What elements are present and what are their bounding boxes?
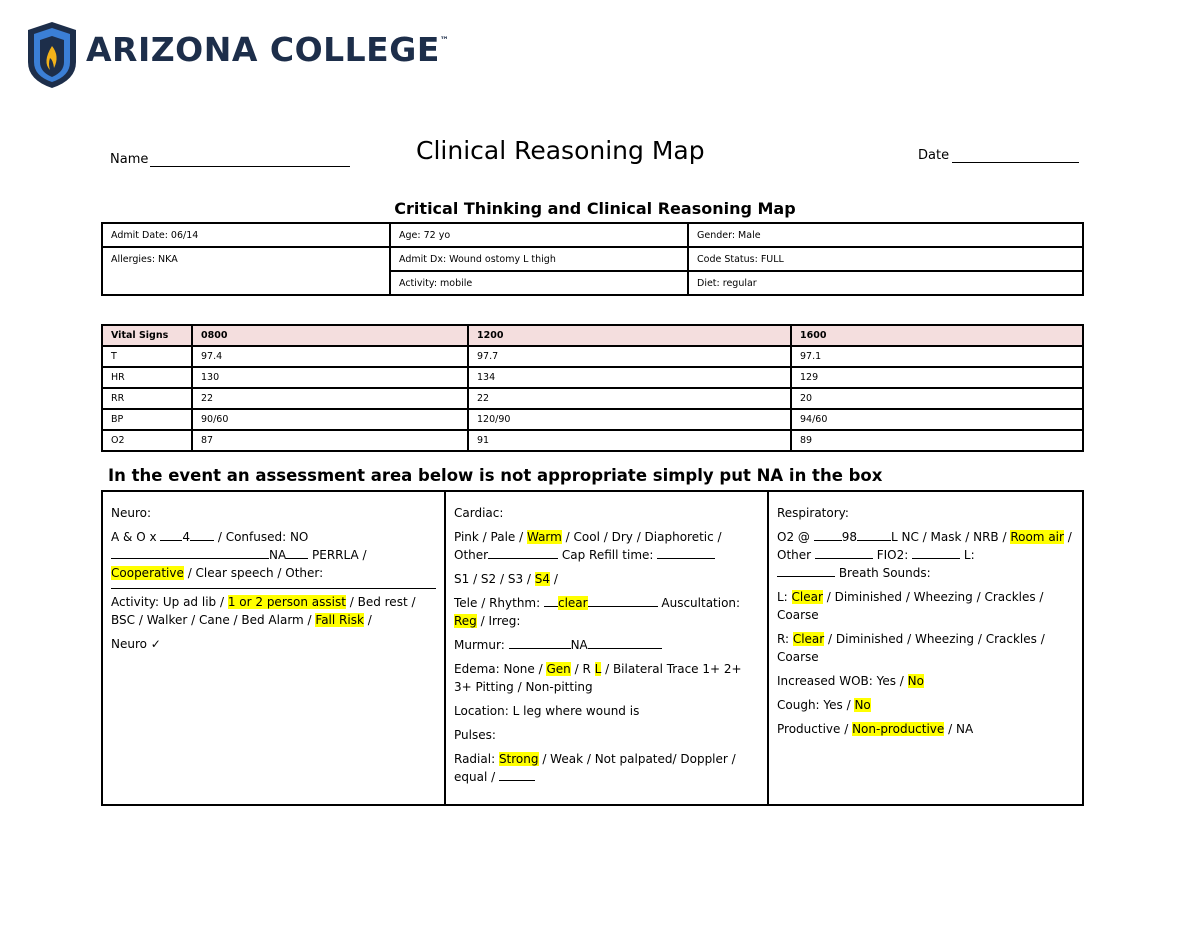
vital-value: 94/60 (791, 409, 1083, 430)
vitals-header-cell: 1600 (791, 325, 1083, 346)
respiratory-o2: O2 @ 98 L NC / Mask / NRB / Room air / Other FIO2: L: Breath Sounds: (777, 530, 1072, 580)
vital-label: T (102, 346, 192, 367)
allergies-cell: Allergies: NKA (102, 247, 390, 295)
gender-cell: Gender: Male (688, 223, 1083, 247)
map-subtitle: Critical Thinking and Clinical Reasoning Map (394, 199, 796, 218)
vital-value: 97.4 (192, 346, 468, 367)
cardiac-location: Location: L leg where wound is (454, 704, 640, 718)
admit-dx-cell: Admit Dx: Wound ostomy L thigh (390, 247, 688, 271)
logo-text: ARIZONA COLLEGE™ (86, 30, 450, 69)
respiratory-section (768, 491, 1083, 805)
vital-signs-table (101, 324, 1084, 452)
table-row (102, 388, 1083, 409)
respiratory-wob: Increased WOB: Yes / No (777, 674, 924, 688)
date-field[interactable] (952, 162, 1079, 163)
cardiac-heart-sounds: S1 / S2 / S3 / S4 / (454, 572, 558, 586)
vital-value: 22 (468, 388, 791, 409)
activity-cell: Activity: mobile (390, 271, 688, 295)
vital-label: RR (102, 388, 192, 409)
name-field[interactable] (150, 166, 350, 167)
respiratory-left-lung: L: Clear / Diminished / Wheezing / Crackles / Coarse (777, 590, 1044, 622)
table-row (102, 430, 1083, 451)
cardiac-title: Cardiac: (454, 506, 504, 520)
vital-value: 87 (192, 430, 468, 451)
vitals-header-cell: 1200 (468, 325, 791, 346)
vital-value: 91 (468, 430, 791, 451)
admit-date-cell: Admit Date: 06/14 (102, 223, 390, 247)
name-label: Name (110, 152, 149, 167)
vital-value: 97.7 (468, 346, 791, 367)
respiratory-cough: Cough: Yes / No (777, 698, 871, 712)
page-title: Clinical Reasoning Map (416, 136, 705, 165)
vital-value: 20 (791, 388, 1083, 409)
vitals-header-row (102, 325, 1083, 346)
vital-value: 120/90 (468, 409, 791, 430)
vital-value: 89 (791, 430, 1083, 451)
cardiac-skin: Pink / Pale / Warm / Cool / Dry / Diaphoretic / Other Cap Refill time: (454, 530, 722, 562)
cardiac-section (445, 491, 768, 805)
vitals-header-cell: 0800 (192, 325, 468, 346)
age-cell: Age: 72 yo (390, 223, 688, 247)
vital-value: 129 (791, 367, 1083, 388)
neuro-aox: A & O x 4 / Confused: NO NA PERRLA / Cooperative / Clear speech / Other: (111, 530, 367, 580)
vital-label: HR (102, 367, 192, 388)
respiratory-title: Respiratory: (777, 506, 849, 520)
respiratory-productive: Productive / Non-productive / NA (777, 722, 974, 736)
vital-value: 130 (192, 367, 468, 388)
vital-label: O2 (102, 430, 192, 451)
table-row (102, 346, 1083, 367)
vital-value: 97.1 (791, 346, 1083, 367)
na-instruction: In the event an assessment area below is not appropriate simply put NA in the box (108, 466, 883, 485)
neuro-title: Neuro: (111, 506, 152, 520)
date-label: Date (918, 148, 950, 163)
vitals-header-cell: Vital Signs (102, 325, 192, 346)
diet-cell: Diet: regular (688, 271, 1083, 295)
cardiac-pulses: Pulses: (454, 728, 496, 742)
cardiac-edema: Edema: None / Gen / R L / Bilateral Trace 1+ 2+ 3+ Pitting / Non-pitting (454, 662, 742, 694)
neuro-activity: Activity: Up ad lib / 1 or 2 person assist / Bed rest / BSC / Walker / Cane / Bed Alarm / Fall Risk / (111, 595, 416, 627)
vital-value: 134 (468, 367, 791, 388)
respiratory-right-lung: R: Clear / Diminished / Wheezing / Crackles / Coarse (777, 632, 1045, 664)
table-row (102, 409, 1083, 430)
vital-label: BP (102, 409, 192, 430)
patient-info-table (101, 222, 1084, 296)
cardiac-murmur: Murmur: NA (454, 636, 759, 654)
cardiac-radial: Radial: Strong / Weak / Not palpated/ Doppler / equal / (454, 752, 736, 784)
code-status-cell: Code Status: FULL (688, 247, 1083, 271)
vital-value: 22 (192, 388, 468, 409)
neuro-section (102, 491, 445, 805)
table-row (102, 367, 1083, 388)
cardiac-rhythm: Tele / Rhythm: clear Auscultation: Reg / Irreg: (454, 596, 741, 628)
vital-value: 90/60 (192, 409, 468, 430)
neuro-check: Neuro ✓ (111, 637, 161, 651)
assessment-table (101, 490, 1084, 806)
